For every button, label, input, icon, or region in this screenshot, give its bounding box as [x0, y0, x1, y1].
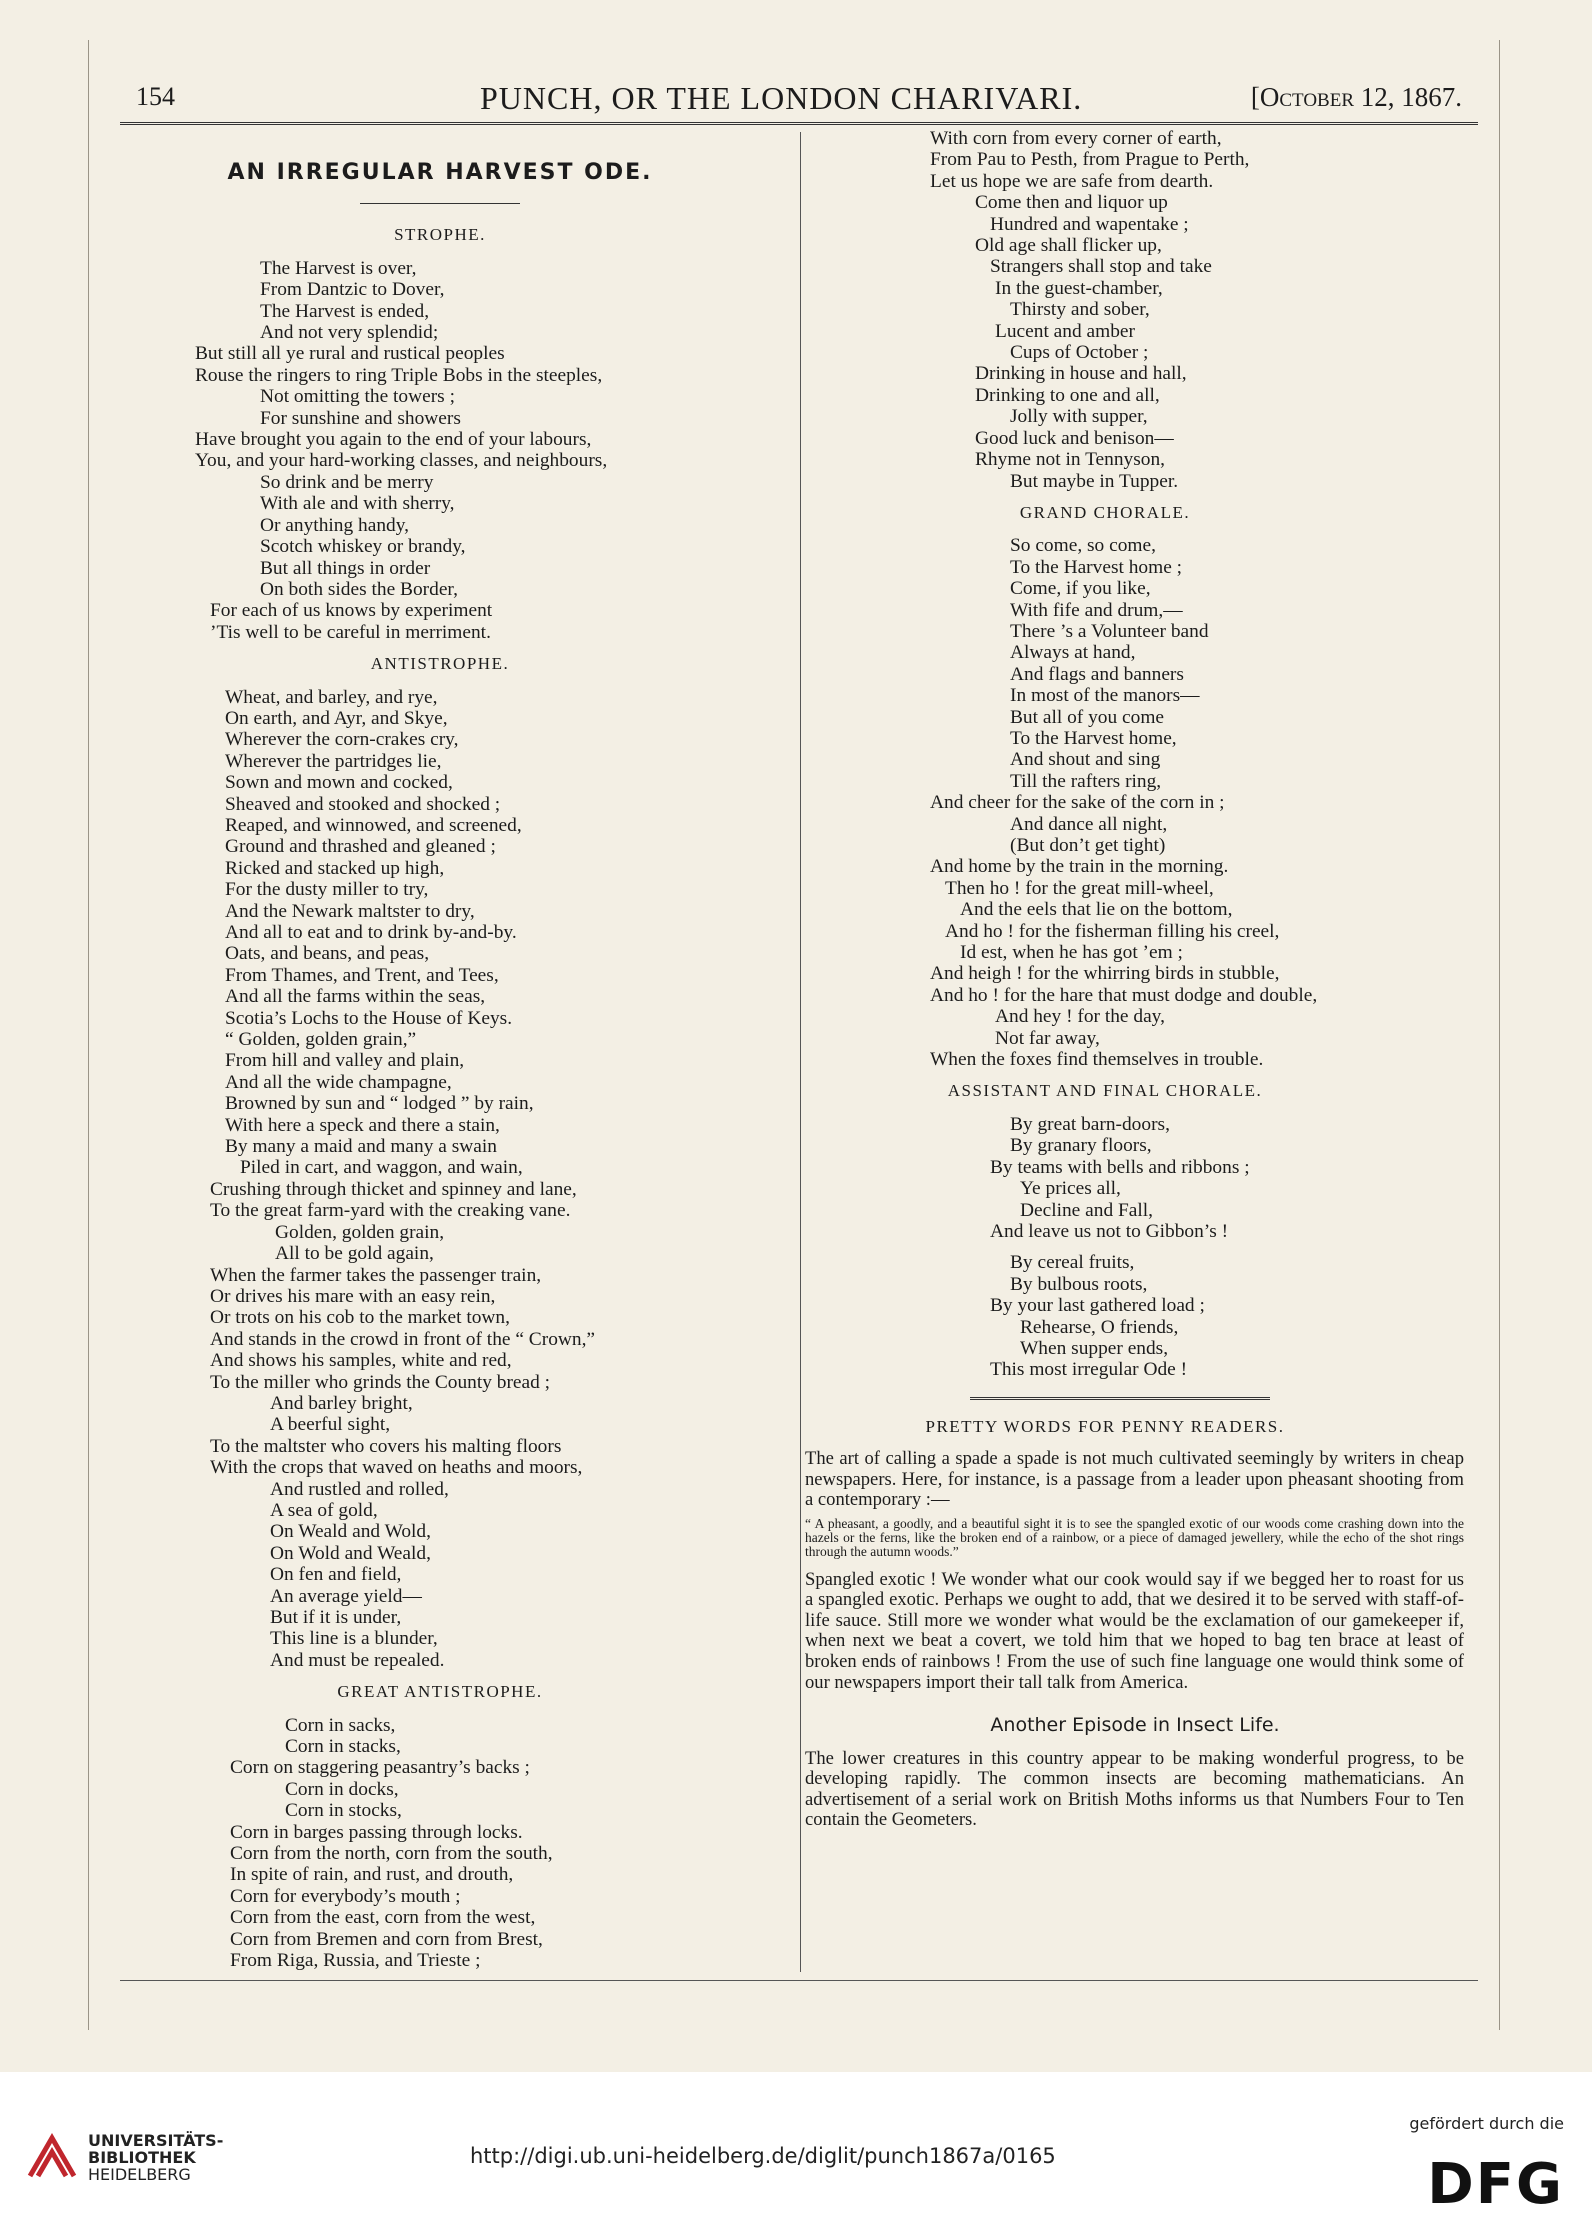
- poem-line: On both sides the Border,: [260, 578, 458, 600]
- poem-line: For each of us knows by experiment: [210, 600, 493, 622]
- poem-line: Till the rafters ring,: [1010, 770, 1162, 792]
- poem-line: All to be gold again,: [275, 1243, 434, 1265]
- antistrophe-heading: ANTISTROPHE.: [370, 654, 510, 674]
- poem-line: With fife and drum,—: [1010, 599, 1183, 621]
- footer-rule: [120, 1980, 1478, 1981]
- poem-line: And all the wide champagne,: [225, 1071, 452, 1093]
- poem-line: Crushing through thicket and spinney and lane,: [210, 1178, 577, 1200]
- great-antistrophe-heading: GREAT ANTISTROPHE.: [337, 1682, 543, 1702]
- digitization-footer: [0, 2072, 1592, 2225]
- university-library-name: [88, 2132, 223, 2183]
- issue-date: [October 12, 1867.: [1250, 82, 1462, 112]
- poem-line: To the maltster who covers his malting floors: [210, 1435, 562, 1457]
- poem-line: Id est, when he has got ’em ;: [960, 942, 1183, 964]
- assistant-chorale-heading: ASSISTANT AND FINAL CHORALE.: [947, 1081, 1263, 1101]
- poem-line: Oats, and beans, and peas,: [225, 943, 430, 965]
- poem-line: By many a maid and many a swain: [225, 1136, 497, 1158]
- poem-line: You, and your hard-working classes, and neighbours,: [195, 450, 608, 472]
- poem-line: There ’s a Volunteer band: [1010, 620, 1209, 642]
- poem-line: Always at hand,: [1010, 642, 1136, 664]
- poem-line: Ye prices all,: [1020, 1178, 1121, 1200]
- poem-line: And all to eat and to drink by-and-by.: [225, 922, 517, 943]
- poem-line: Rhyme not in Tennyson,: [975, 449, 1166, 471]
- insect-paragraph: The lower creatures in this country appear to be making wonderful progress, to be developing rapidly. The common insects are becoming mathematicians. An advertisement of a serial work on British Moths informs us that Numbers Four to Ten contain the Geometers.: [805, 1747, 1464, 1831]
- poem-line: By granary floors,: [1010, 1135, 1152, 1157]
- source-url-link[interactable]: http://digi.ub.uni-heidelberg.de/diglit/punch1867a/0165: [470, 2144, 1056, 2168]
- poem-line: Or anything handy,: [260, 514, 409, 536]
- poem-line: A sea of gold,: [270, 1499, 378, 1521]
- poem-line: Drinking in house and hall,: [975, 363, 1187, 385]
- poem-line: In spite of rain, and rust, and drouth,: [230, 1864, 514, 1886]
- pretty-words-paragraph-2: Spangled exotic ! We wonder what our cook would say if we begged her to roast for us a spangled exotic. Perhaps we ought to add, that we desired it to be served with staff-of-life sauce. Still more we wonder what would be the exclamation of our gamekeeper if, when next we beat a covert, we told him that we hoped to bag ten brace at least of broken ends of rainbows ! From the use of such fine language one would think some of our newspapers import their tall talk from America.: [805, 1568, 1464, 1693]
- poem-line: Corn from Bremen and corn from Brest,: [230, 1928, 543, 1950]
- poem-line: For the dusty miller to try,: [225, 879, 429, 901]
- poem-line: Ground and thrashed and gleaned ;: [225, 836, 496, 858]
- poem-line: With here a speck and there a stain,: [225, 1114, 500, 1136]
- poem-line: Reaped, and winnowed, and screened,: [225, 814, 522, 836]
- poem-line: Ricked and stacked up high,: [225, 857, 445, 879]
- funded-by-text: gefördert durch die: [1409, 2114, 1564, 2133]
- poem-line: Corn from the east, corn from the west,: [230, 1907, 536, 1929]
- poem-line: Piled in cart, and waggon, and wain,: [240, 1157, 523, 1179]
- poem-line: Sown and mown and cocked,: [225, 772, 453, 794]
- poem-line: And rustled and rolled,: [270, 1478, 449, 1500]
- poem-line: When supper ends,: [1020, 1337, 1169, 1359]
- poem-line: And leave us not to Gibbon’s !: [990, 1220, 1229, 1242]
- poem-line: But maybe in Tupper.: [1010, 470, 1179, 492]
- poem-line: This most irregular Ode !: [990, 1359, 1188, 1381]
- poem-line: Let us hope we are safe from dearth.: [930, 170, 1214, 192]
- poem-line: But all things in order: [260, 557, 431, 579]
- poem-line: Wheat, and barley, and rye,: [225, 686, 438, 708]
- poem-line: And stands in the crowd in front of the “ Crown,”: [210, 1328, 596, 1350]
- assistant-stanza-1: [805, 1114, 1480, 1242]
- poem-line: By bulbous roots,: [1010, 1273, 1148, 1295]
- poem-line: Corn in stacks,: [285, 1736, 401, 1758]
- poem-line: Or drives his mare with an easy rein,: [210, 1285, 496, 1307]
- poem-line: Not far away,: [995, 1027, 1100, 1049]
- poem-line: And flags and banners: [1010, 663, 1184, 685]
- poem-line: From Dantzic to Dover,: [260, 279, 445, 301]
- poem-line: When the farmer takes the passenger train,: [210, 1264, 542, 1286]
- page-number: 154: [136, 82, 175, 111]
- section-double-rule: [970, 1397, 1270, 1400]
- poem-line: Not omitting the towers ;: [260, 386, 455, 408]
- insect-title: Another Episode in Insect Life.: [990, 1714, 1280, 1737]
- poem-line: By teams with bells and ribbons ;: [990, 1156, 1250, 1178]
- poem-line: And not very splendid;: [260, 322, 439, 344]
- poem-line: To the great farm-yard with the creaking vane.: [210, 1200, 571, 1222]
- uni-line-2: BIBLIOTHEK: [88, 2148, 196, 2167]
- poem-line: On Wold and Weald,: [270, 1542, 431, 1564]
- pretty-words-title: PRETTY WORDS FOR PENNY READERS.: [925, 1416, 1285, 1436]
- poem-line: Lucent and amber: [995, 320, 1135, 342]
- poem-line: The Harvest is ended,: [260, 300, 430, 322]
- poem-line: On fen and field,: [270, 1564, 402, 1586]
- poem-line: Come, if you like,: [1010, 578, 1151, 600]
- poem-line: Scotch whiskey or brandy,: [260, 536, 466, 558]
- poem-line: From Thames, and Trent, and Tees,: [225, 964, 499, 986]
- poem-line: To the Harvest home ;: [1010, 556, 1183, 578]
- poem-line: Have brought you again to the end of your labours,: [195, 429, 592, 451]
- poem-line: By your last gathered load ;: [990, 1295, 1205, 1317]
- poem-line: Come then and liquor up: [975, 192, 1168, 214]
- poem-line: With ale and with sherry,: [260, 493, 455, 515]
- poem-line: So drink and be merry: [260, 471, 434, 493]
- poem-line: Corn on staggering peasantry’s backs ;: [230, 1757, 530, 1779]
- poem-line: Jolly with supper,: [1010, 406, 1148, 428]
- poem-line: From hill and valley and plain,: [225, 1050, 465, 1072]
- poem-line: Wherever the partridges lie,: [225, 750, 442, 772]
- poem-line: On earth, and Ayr, and Skye,: [225, 707, 448, 729]
- grand-chorale-heading: GRAND CHORALE.: [1019, 502, 1191, 522]
- pretty-words-quote: “ A pheasant, a goodly, and a beautiful sight it is to see the spangled exotic of our woods come crashing down into the hazels or the ferns, like the broken end of a rainbow, or a piece of damaged jewellery, while the echo of the shot rings through the autumn woods.”: [805, 1515, 1464, 1560]
- poem-line: And must be repealed.: [270, 1649, 445, 1671]
- poem-line: Decline and Fall,: [1020, 1199, 1153, 1221]
- assistant-stanza-2: [805, 1252, 1480, 1380]
- poem-line: On Weald and Wold,: [270, 1521, 431, 1543]
- great-antistrophe-lines: [160, 1715, 790, 1972]
- poem-line: And the Newark maltster to dry,: [225, 900, 475, 922]
- poem-line: With the crops that waved on heaths and moors,: [210, 1457, 583, 1479]
- poem-line: And ho ! for the hare that must dodge and double,: [930, 984, 1318, 1006]
- header-rule: [120, 122, 1478, 125]
- poem-line: For sunshine and showers: [260, 407, 461, 429]
- poem-line: To the miller who grinds the County bread ;: [210, 1371, 551, 1393]
- left-column: [160, 128, 790, 1972]
- poem-line: A beerful sight,: [270, 1414, 391, 1436]
- poem-line: From Riga, Russia, and Trieste ;: [230, 1950, 481, 1972]
- poem-line: And cheer for the sake of the corn in ;: [930, 792, 1225, 814]
- poem-line: And heigh ! for the whirring birds in stubble,: [930, 963, 1280, 985]
- poem-line: By cereal fruits,: [1010, 1252, 1135, 1274]
- poem-line: And dance all night,: [1010, 813, 1168, 835]
- poem-line: (But don’t get tight): [1010, 835, 1166, 856]
- poem-line: Golden, golden grain,: [275, 1221, 445, 1243]
- poem-line: Corn in stocks,: [285, 1800, 402, 1822]
- continuation-lines: [805, 128, 1480, 492]
- dfg-logo: DFG: [1427, 2152, 1564, 2217]
- poem-line: And the eels that lie on the bottom,: [960, 899, 1233, 921]
- poem-line: With corn from every corner of earth,: [930, 128, 1222, 149]
- poem-line: “ Golden, golden grain,”: [225, 1029, 417, 1051]
- poem-line: An average yield—: [270, 1585, 422, 1607]
- poem-line: To the Harvest home,: [1010, 727, 1177, 749]
- poem-line: Hundred and wapentake ;: [990, 213, 1189, 235]
- poem-line: Corn in sacks,: [285, 1714, 396, 1736]
- university-library-logo-icon: [22, 2124, 82, 2184]
- poem-line: Good luck and benison—: [975, 427, 1174, 449]
- poem-line: But all of you come: [1010, 706, 1165, 728]
- poem-line: In the guest-chamber,: [995, 277, 1163, 299]
- antistrophe-lines: [160, 687, 790, 1672]
- poem-line: Sheaved and stooked and shocked ;: [225, 793, 501, 815]
- poem-line: Corn from the north, corn from the south,: [230, 1843, 553, 1865]
- strophe-lines: [160, 258, 790, 643]
- poem-line: Corn in docks,: [285, 1778, 399, 1800]
- poem-line: The Harvest is over,: [260, 257, 417, 279]
- ode-title: AN IRREGULAR HARVEST ODE.: [227, 160, 653, 185]
- poem-line: Old age shall flicker up,: [975, 235, 1162, 257]
- poem-line: But if it is under,: [270, 1607, 402, 1628]
- poem-line: Then ho ! for the great mill-wheel,: [945, 877, 1214, 899]
- poem-line: This line is a blunder,: [270, 1628, 438, 1650]
- poem-line: By great barn-doors,: [1010, 1113, 1170, 1135]
- poem-line: Rouse the ringers to ring Triple Bobs in the steeples,: [195, 364, 603, 386]
- title-rule: [360, 203, 520, 204]
- poem-line: Or trots on his cob to the market town,: [210, 1307, 510, 1329]
- poem-line: And barley bright,: [270, 1392, 413, 1414]
- poem-line: Drinking to one and all,: [975, 384, 1160, 406]
- poem-line: Thirsty and sober,: [1010, 299, 1150, 321]
- poem-line: But still all ye rural and rustical peoples: [195, 343, 505, 365]
- poem-line: From Pau to Pesth, from Prague to Perth,: [930, 149, 1250, 171]
- poem-line: Browned by sun and “ lodged ” by rain,: [225, 1093, 534, 1115]
- column-divider: [800, 132, 801, 1972]
- poem-line: And ho ! for the fisherman filling his creel,: [945, 920, 1280, 942]
- strophe-heading: STROPHE.: [394, 225, 486, 245]
- poem-line: And home by the train in the morning.: [930, 856, 1229, 878]
- poem-line: In most of the manors—: [1010, 685, 1200, 707]
- right-column: [805, 128, 1480, 1831]
- poem-line: When the foxes find themselves in trouble.: [930, 1049, 1264, 1071]
- poem-line: Wherever the corn-crakes cry,: [225, 729, 459, 751]
- journal-title: PUNCH, OR THE LONDON CHARIVARI.: [480, 80, 1083, 116]
- pretty-words-paragraph-1: The art of calling a spade a spade is not much cultivated seemingly by writers in cheap newspapers. Here, for instance, is a passage from a leader upon pheasant shooting from a contemporary :—: [805, 1448, 1464, 1511]
- poem-line: ’Tis well to be careful in merriment.: [210, 621, 491, 643]
- poem-line: And shout and sing: [1010, 749, 1161, 771]
- grand-chorale-lines: [805, 535, 1480, 1070]
- poem-line: So come, so come,: [1010, 535, 1156, 557]
- poem-line: Cups of October ;: [1010, 342, 1149, 364]
- page-header: [120, 78, 1480, 124]
- uni-line-1: UNIVERSITÄTS-: [88, 2131, 224, 2150]
- uni-line-3: HEIDELBERG: [88, 2165, 191, 2184]
- poem-line: And shows his samples, white and red,: [210, 1350, 512, 1372]
- poem-line: Strangers shall stop and take: [990, 256, 1212, 278]
- poem-line: And hey ! for the day,: [995, 1006, 1165, 1028]
- poem-line: Rehearse, O friends,: [1020, 1316, 1179, 1338]
- poem-line: Corn for everybody’s mouth ;: [230, 1885, 461, 1907]
- poem-line: Corn in barges passing through locks.: [230, 1821, 523, 1843]
- poem-line: And all the farms within the seas,: [225, 986, 486, 1008]
- poem-line: Scotia’s Lochs to the House of Keys.: [225, 1007, 513, 1029]
